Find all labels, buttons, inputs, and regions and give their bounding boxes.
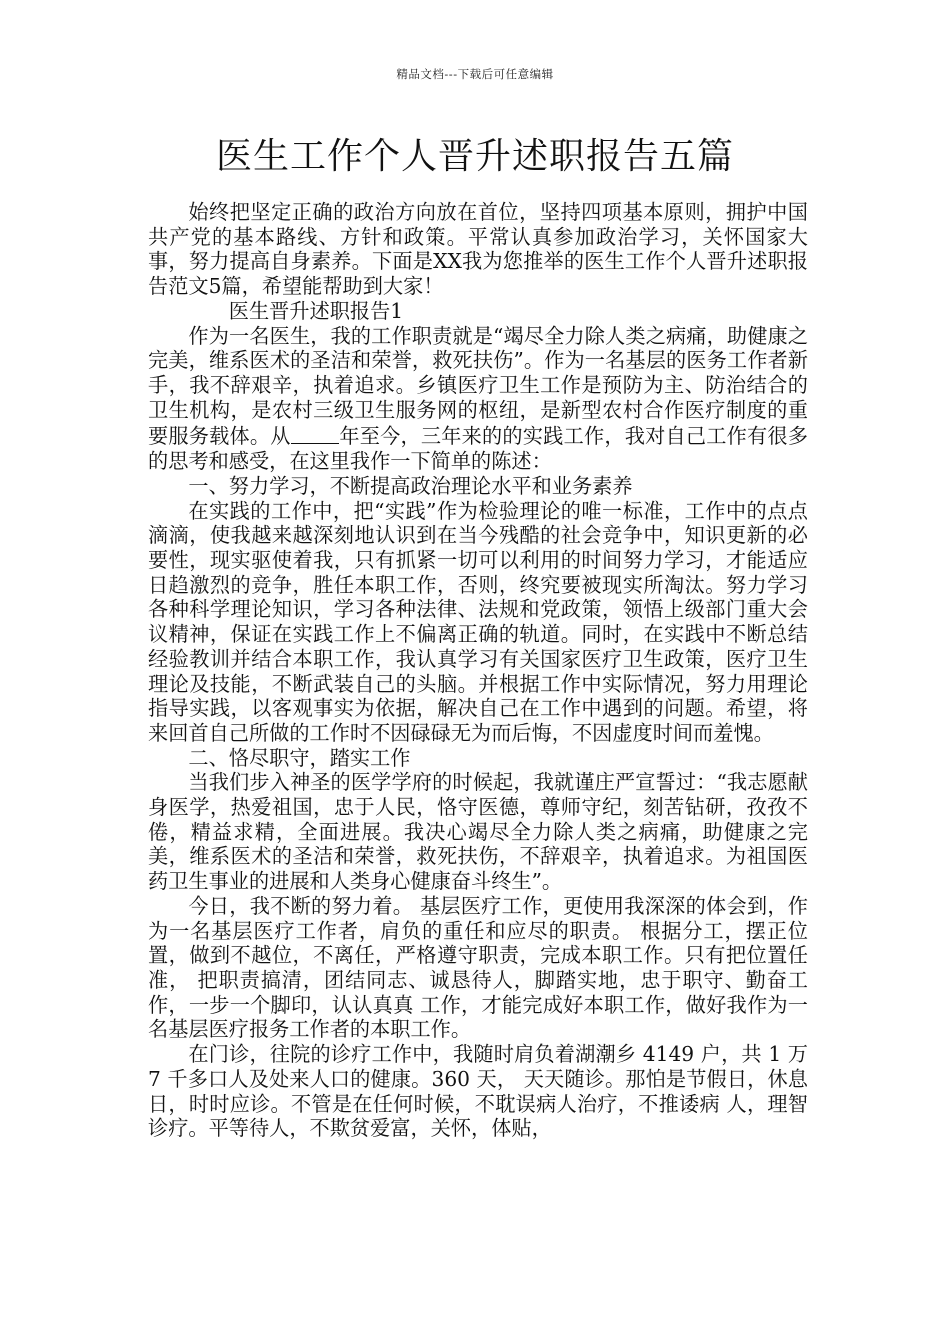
- document-body: [148, 200, 808, 1141]
- section-heading-2: 二、恪尽职守，踏实工作: [188, 745, 411, 770]
- paragraph-4: 今日，我不断的努力着。 基层医疗工作，更使用我深深的体会到，作为一名基层医疗工作者，肩负的重任和应尽的职责。 根据分工，摆正位置，做到不越位，不离任，严格遵守职责，完成本职工作。只有把位置任准， 把职责搞清，团结同志、诚恳待人，脚踏实地，忠于职守、勤奋工作，一步一个脚印，认认真真 工作，才能完成好本职工作，做好我作为一名基层医疗报务工作者的本职工作。: [148, 893, 808, 1042]
- section-heading-1: 一、努力学习，不断提高政治理论水平和业务素养: [188, 473, 633, 498]
- paragraph-1-after: 年至今，三年来的的实践工作，我对自己工作有很多的思考和感受，在这里我作一下简单的陈述：: [148, 424, 808, 474]
- paragraph-2: 在实践的工作中，把“实践”作为检验理论的唯一标准，工作中的点点滴滴，使我越来越深刻地认识到在当今残酷的社会竞争中，知识更新的必要性，现实驱使着我，只有抓紧一切可以利用的时间努力学习，才能适应日趋激烈的竞争，胜任本职工作，否则，终究要被现实所淘汰。努力学习各种科学理论知识，学习各种法律、法规和党政策，领悟上级部门重大会议精神，保证在实践工作上不偏离正确的轨道。同时，在实践中不断总结经验教训并结合本职工作，我认真学习有关国家医疗卫生政策，医疗卫生理论及技能，不断武装自己的头脑。并根据工作中实际情况，努力用理论指导实践，以客观事实为依据，解决自己在工作中遇到的问题。希望，将来回首自己所做的工作时不因碌碌无为而后悔，不因虚度时间而羞愧。: [148, 498, 808, 745]
- document-title: 医生工作个人晋升述职报告五篇: [215, 136, 734, 177]
- paragraph-3: 当我们步入神圣的医学学府的时候起，我就谨庄严宣誓过：“我志愿献身医学，热爱祖国，忠于人民，恪守医德，尊师守纪，刻苦钻研，孜孜不倦，精益求精，全面进展。我决心竭尽全力除人类之病痛，助健康之完美，维系医术的圣洁和荣誉，救死扶伤，不辞艰辛，执着追求。为祖国医药卫生事业的进展和人类身心健康奋斗终生”。: [148, 770, 808, 894]
- paragraph-1-before: 作为一名医生，我的工作职责就是“竭尽全力除人类之病痛，助健康之完美，维系医术的圣洁和荣誉，救死扶伤”。作为一名基层的医务工作者新手，我不辞艰辛，执着追求。乡镇医疗卫生工作是预防为主、防治结合的卫生机构，是农村三级卫生服务网的枢纽，是新型农村合作医疗制度的重要服务载体。从: [148, 323, 808, 449]
- report-title: 医生晋升述职报告1: [228, 298, 404, 323]
- intro-paragraph: 始终把坚定正确的政治方向放在首位，坚持四项基本原则，拥护中国共产党的基本路线、方针和政策。平常认真参加政治学习，关怀国家大事，努力提高自身素养。下面是XX我为您推举的医生工作个人晋升述职报告范文5篇，希望能帮助到大家！: [148, 200, 808, 299]
- paragraph-1: [148, 324, 808, 474]
- paragraph-5: 在门诊，往院的诊疗工作中，我随时肩负着湖潮乡 4149 户，共 1 万 7 千多口人及处来人口的健康。360 天， 天天随诊。那怕是节假日，休息日，时时应诊。不管是在任何时候，不耽误病人治疗，不推诿病 人，理智诊疗。平等待人，不欺贫爱富，关怀，体贴，: [148, 1042, 808, 1141]
- blank-underline: [291, 422, 339, 443]
- page-header: 精品文档---下载后可任意编辑: [396, 67, 554, 81]
